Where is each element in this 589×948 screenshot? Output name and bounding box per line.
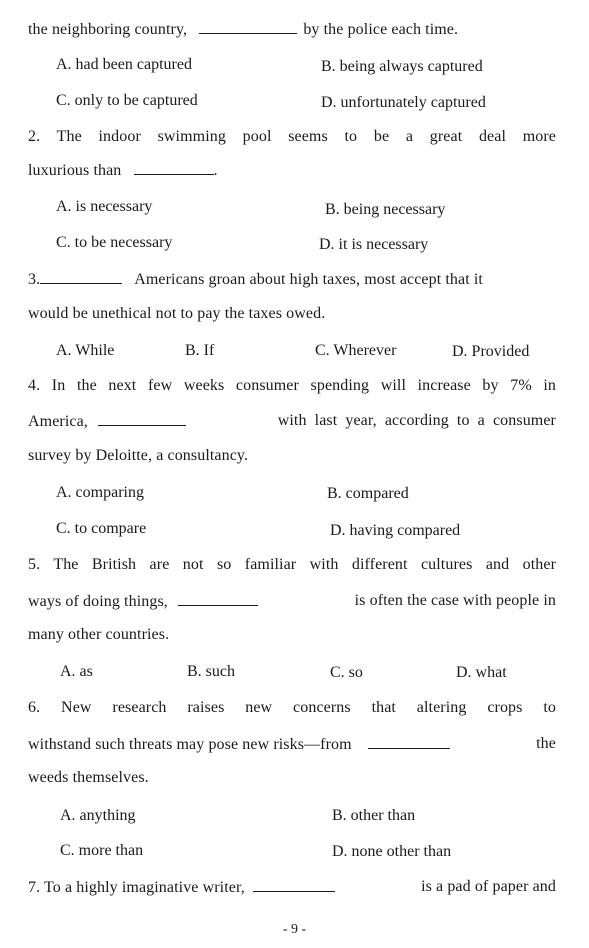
answer-blank (40, 269, 122, 284)
question-text: is a pad of paper and (421, 878, 556, 895)
option-d: D. what (456, 664, 507, 681)
question-3-stem-line2: would be unethical not to pay the taxes owed. (28, 305, 326, 322)
option-c: C. to compare (56, 520, 147, 537)
option-d: D. Provided (452, 343, 530, 360)
option-d: D. having compared (330, 522, 461, 539)
option-d: D. none other than (332, 843, 452, 860)
option-c: C. to be necessary (56, 234, 173, 251)
question-7-stem (28, 877, 556, 898)
option-c: C. so (330, 664, 363, 681)
question-text: America, (28, 413, 88, 430)
question-2-stem: 2. The indoor swimming pool seems to be a great deal more (28, 128, 556, 145)
question-1-stem-end (28, 19, 556, 40)
option-b: B. such (187, 663, 235, 680)
question-4-stem: 4. In the next few weeks consumer spending will increase by 7% in (28, 377, 556, 394)
answer-blank (368, 734, 450, 749)
option-a: A. is necessary (56, 198, 153, 215)
answer-blank (178, 591, 258, 606)
question-text: ways of doing things, (28, 593, 168, 610)
question-text: with last year, according to a consumer (277, 412, 556, 429)
answer-blank (134, 160, 214, 175)
option-d: D. it is necessary (319, 236, 429, 253)
question-6-stem-line2 (28, 734, 556, 755)
option-a: A. had been captured (56, 56, 192, 73)
option-c: C. Wherever (315, 342, 397, 359)
question-text: is often the case with people in (354, 592, 556, 609)
question-text: by the police each time. (303, 21, 459, 38)
option-b: B. being necessary (325, 201, 446, 218)
question-text: 7. To a highly imaginative writer, (28, 879, 245, 896)
option-b: B. being always captured (321, 58, 483, 75)
question-number: 3. (28, 271, 41, 288)
question-5-stem-line3: many other countries. (28, 626, 170, 643)
option-b: B. If (185, 342, 215, 359)
question-6-stem: 6. New research raises new concerns that altering crops to (28, 699, 556, 716)
answer-blank (253, 877, 335, 892)
answer-blank (199, 19, 297, 34)
page-number: - 9 - (282, 922, 307, 937)
question-4-stem-line3: survey by Deloitte, a consultancy. (28, 447, 249, 464)
option-a: A. as (60, 663, 93, 680)
question-text: withstand such threats may pose new risks—from (28, 736, 352, 753)
answer-blank (98, 411, 186, 426)
question-5-stem: 5. The British are not so familiar with different cultures and other (28, 556, 556, 573)
question-text: luxurious than (28, 162, 122, 179)
question-text: the (536, 735, 556, 752)
option-b: B. other than (332, 807, 416, 824)
question-text: the neighboring country, (28, 21, 188, 38)
option-d: D. unfortunately captured (321, 94, 486, 111)
option-c: C. only to be captured (56, 92, 198, 109)
question-6-stem-line3: weeds themselves. (28, 769, 149, 786)
option-a: A. comparing (56, 484, 144, 501)
question-text: Americans groan about high taxes, most accept that it (134, 271, 483, 288)
option-a: A. While (56, 342, 115, 359)
question-5-stem-line2 (28, 591, 556, 612)
question-4-stem-line2 (28, 411, 556, 432)
option-b: B. compared (327, 485, 409, 502)
option-c: C. more than (60, 842, 144, 859)
question-2-stem-line2: luxurious than . (28, 162, 218, 179)
option-a: A. anything (60, 807, 136, 824)
question-3-stem (28, 269, 556, 290)
